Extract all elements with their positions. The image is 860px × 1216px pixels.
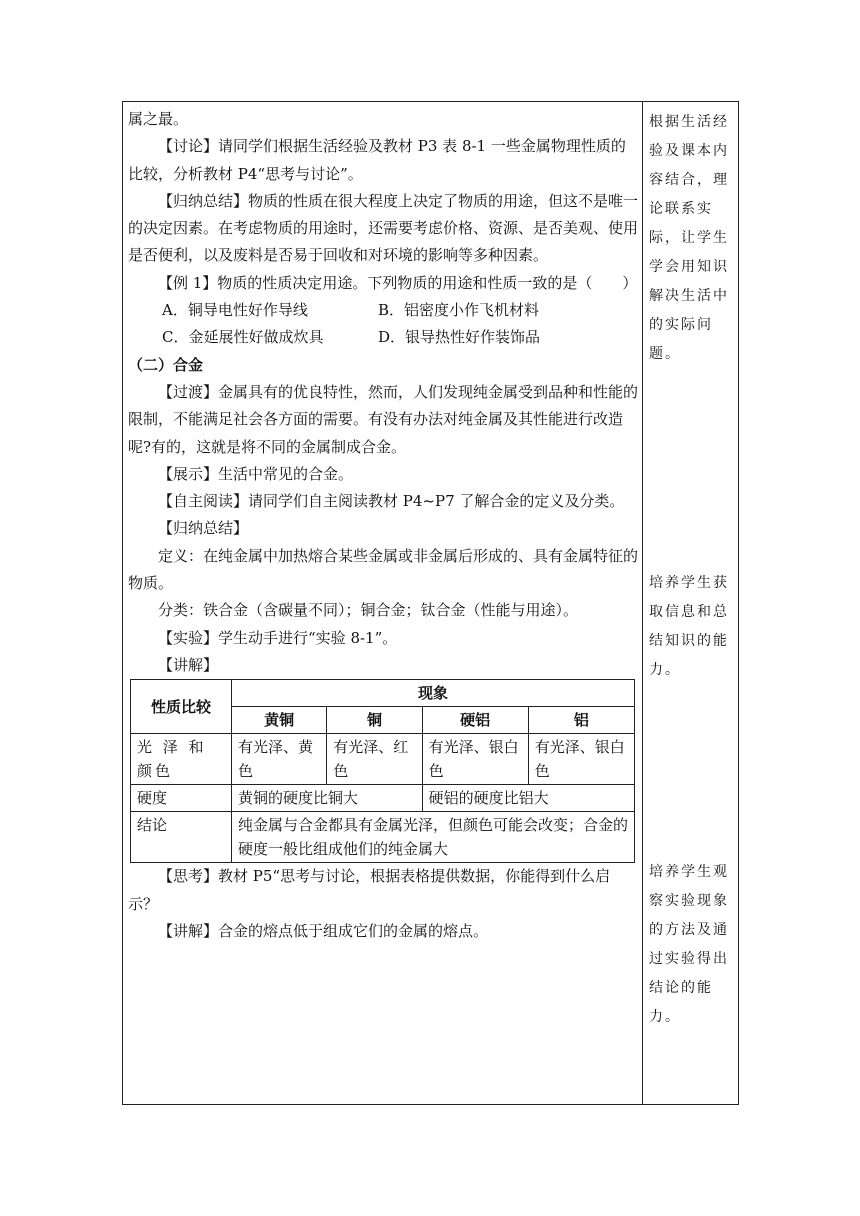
- paragraph-discussion: 【讨论】请同学们根据生活经验及教材 P3 表 8-1 一些金属物理性质的比较，分析教材 P4“思考与讨论”。: [128, 137, 626, 183]
- row-label-luster: 光 泽 和 颜色: [131, 734, 232, 785]
- note-design-intent-1: 根据生活经验及课本内容结合，理论联系实际，让学生学会用知识解决生活中的实际问题。: [649, 114, 729, 362]
- cell-copper-luster: 有光泽、红色: [327, 734, 422, 785]
- paragraph-show: 【展示】生活中常见的合金。: [158, 464, 354, 483]
- paragraph-explain: 【讲解】: [158, 655, 219, 674]
- header-property: 性质比较: [131, 680, 232, 734]
- option-d: D．银导热性好作装饰品: [378, 328, 541, 347]
- paragraph-experiment: 【实验】学生动手进行“实验 8-1”。: [158, 628, 398, 647]
- paragraph: 属之最。: [128, 110, 189, 128]
- header-phenomenon: 现象: [232, 680, 635, 707]
- options-row-2: [128, 324, 638, 351]
- row-label-hardness: 硬度: [131, 785, 232, 812]
- paragraph-summary-2: 【归纳总结】: [158, 519, 249, 538]
- cell-aluminum-luster: 有光泽、银白色: [528, 734, 634, 785]
- header-duralumin: 硬铝: [422, 707, 528, 734]
- paragraph-classification: 分类：铁合金（含碳量不同）；铜合金；钛合金（性能与用途）。: [158, 601, 579, 620]
- experiment-table: [130, 679, 635, 863]
- section-heading: （二）合金: [128, 355, 204, 374]
- cell-conclusion: 纯金属与合金都具有金属光泽，但颜色可能会改变；合金的硬度一般比组成他们的纯金属大: [232, 812, 635, 863]
- cell-duralumin-hardness: 硬铝的硬度比铝大: [422, 785, 634, 812]
- header-brass: 黄铜: [232, 707, 327, 734]
- paragraph-reading: 【自主阅读】请同学们自主阅读教材 P4~P7 了解合金的定义及分类。: [158, 492, 625, 511]
- paragraph-think: 【思考】教材 P5“思考与讨论，根据表格提供数据，你能得到什么启示？: [128, 867, 611, 913]
- header-copper: 铜: [327, 707, 422, 734]
- main-content: [128, 106, 638, 945]
- option-b: B．铝密度小作飞机材料: [378, 301, 540, 320]
- row-label-conclusion: 结论: [131, 812, 232, 863]
- column-divider: [642, 102, 643, 1104]
- option-a: A．铜导电性好作导线: [162, 301, 308, 320]
- paragraph-example: 【例 1】物质的性质决定用途。下列物质的用途和性质一致的是（ ）: [158, 273, 638, 292]
- option-c: C．金延展性好做成炊具: [162, 328, 324, 347]
- paragraph-explain-2: 【讲解】合金的熔点低于组成它们的金属的熔点。: [158, 921, 489, 940]
- paragraph-summary: 【归纳总结】物质的性质在很大程度上决定了物质的用途，但这不是唯一的决定因素。在考虑物质的用途时，还需要考虑价格、资源、是否美观、使用是否便利，以及废料是否易于回收和对环境的影响等多种因素。: [128, 191, 639, 265]
- header-aluminum: 铝: [528, 707, 634, 734]
- cell-brass-luster: 有光泽、黄色: [232, 734, 327, 785]
- options-row-1: [128, 297, 638, 324]
- cell-brass-hardness: 黄铜的硬度比铜大: [232, 785, 423, 812]
- cell-duralumin-luster: 有光泽、银白色: [422, 734, 528, 785]
- note-design-intent-2: 培养学生获取信息和总结知识的能力。: [649, 575, 729, 678]
- paragraph-definition: 定义：在纯金属中加热熔合某些金属或非金属后形成的、具有金属特征的物质。: [128, 546, 639, 593]
- paragraph-transition: 【过渡】金属具有的优良特性，然而，人们发现纯金属受到品种和性能的限制，不能满足社会各方面的需要。有没有办法对纯金属及其性能进行改造呢?有的，这就是将不同的金属制成合金。: [128, 382, 639, 456]
- lesson-table: [122, 101, 739, 1105]
- note-design-intent-3: 培养学生观察实验现象的方法及通过实验得出结论的能力。: [649, 864, 729, 1025]
